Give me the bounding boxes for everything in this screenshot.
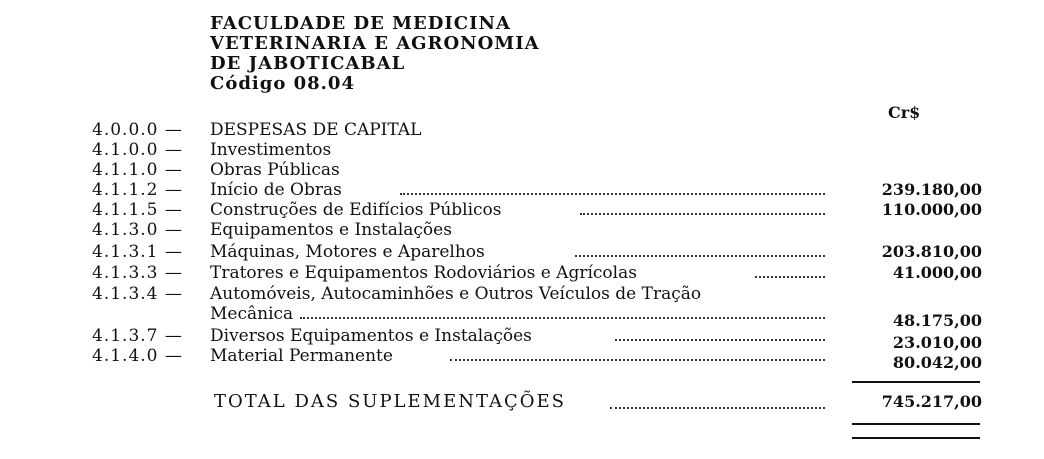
row-code: 4.1.0.0 — xyxy=(92,140,183,160)
table-row xyxy=(0,160,1044,180)
row-code: 4.1.1.0 — xyxy=(92,160,183,180)
table-row xyxy=(0,220,1044,240)
table-row xyxy=(0,140,1044,160)
row-description: Diversos Equipamentos e Instalações xyxy=(210,326,532,346)
leader-dots xyxy=(580,211,825,215)
total-label: TOTAL DAS SUPLEMENTAÇÕES xyxy=(214,391,566,412)
leader-dots xyxy=(755,274,825,278)
row-code: 4.1.3.1 — xyxy=(92,242,183,262)
table-row xyxy=(0,346,1044,372)
table-row xyxy=(0,263,1044,283)
row-code: 4.1.4.0 — xyxy=(92,346,183,366)
row-code: 4.1.3.0 — xyxy=(92,220,183,240)
total-rule-bottom-2 xyxy=(852,437,980,439)
leader-dots xyxy=(450,357,825,361)
table-row xyxy=(0,200,1044,220)
table-row xyxy=(0,180,1044,200)
table-row xyxy=(0,284,1044,304)
row-description: DESPESAS DE CAPITAL xyxy=(210,120,422,140)
header-line-2: VETERINARIA E AGRONOMIA xyxy=(210,33,540,54)
leader-dots xyxy=(400,191,825,195)
table-row xyxy=(0,120,1044,140)
header-line-1: FACULDADE DE MEDICINA xyxy=(210,13,511,34)
row-amount: 110.000,00 xyxy=(881,200,982,219)
row-description: Obras Públicas xyxy=(210,160,340,180)
total-row xyxy=(0,391,1044,413)
row-amount: 48.175,00 xyxy=(892,311,982,330)
row-code: 4.0.0.0 — xyxy=(92,120,183,140)
row-amount: 239.180,00 xyxy=(881,180,982,199)
row-description: Mecânica xyxy=(210,304,294,324)
row-description: Tratores e Equipamentos Rodoviários e Agrícolas xyxy=(210,263,637,283)
row-amount: 80.042,00 xyxy=(892,353,982,372)
total-amount: 745.217,00 xyxy=(881,392,982,411)
leader-dots xyxy=(300,315,825,319)
row-code: 4.1.3.7 — xyxy=(92,326,183,346)
row-code: 4.1.3.4 — xyxy=(92,284,183,304)
row-description: Material Permanente xyxy=(210,346,393,366)
row-description: Início de Obras xyxy=(210,180,342,200)
row-description: Máquinas, Motores e Aparelhos xyxy=(210,242,485,262)
row-amount: 23.010,00 xyxy=(892,333,982,352)
row-code: 4.1.1.2 — xyxy=(92,180,183,200)
total-rule-top xyxy=(852,381,980,383)
row-description: Equipamentos e Instalações xyxy=(210,220,452,240)
total-rule-bottom-1 xyxy=(852,423,980,425)
leader-dots xyxy=(610,405,825,409)
leader-dots xyxy=(575,253,825,257)
header-line-3: DE JABOTICABAL xyxy=(210,53,406,74)
row-code: 4.1.3.3 — xyxy=(92,263,183,283)
row-description: Construções de Edifícios Públicos xyxy=(210,200,502,220)
leader-dots xyxy=(615,337,825,341)
table-row xyxy=(0,242,1044,262)
currency-label: Cr$ xyxy=(888,103,921,122)
row-code: 4.1.1.5 — xyxy=(92,200,183,220)
row-amount: 41.000,00 xyxy=(892,263,982,282)
header-line-4: Código 08.04 xyxy=(210,73,355,94)
table-row xyxy=(0,304,1044,330)
row-description: Investimentos xyxy=(210,140,332,160)
table-row xyxy=(0,326,1044,352)
institution-header xyxy=(210,14,540,94)
row-amount: 203.810,00 xyxy=(881,242,982,261)
row-description: Automóveis, Autocaminhões e Outros Veículos de Tração xyxy=(210,284,702,304)
